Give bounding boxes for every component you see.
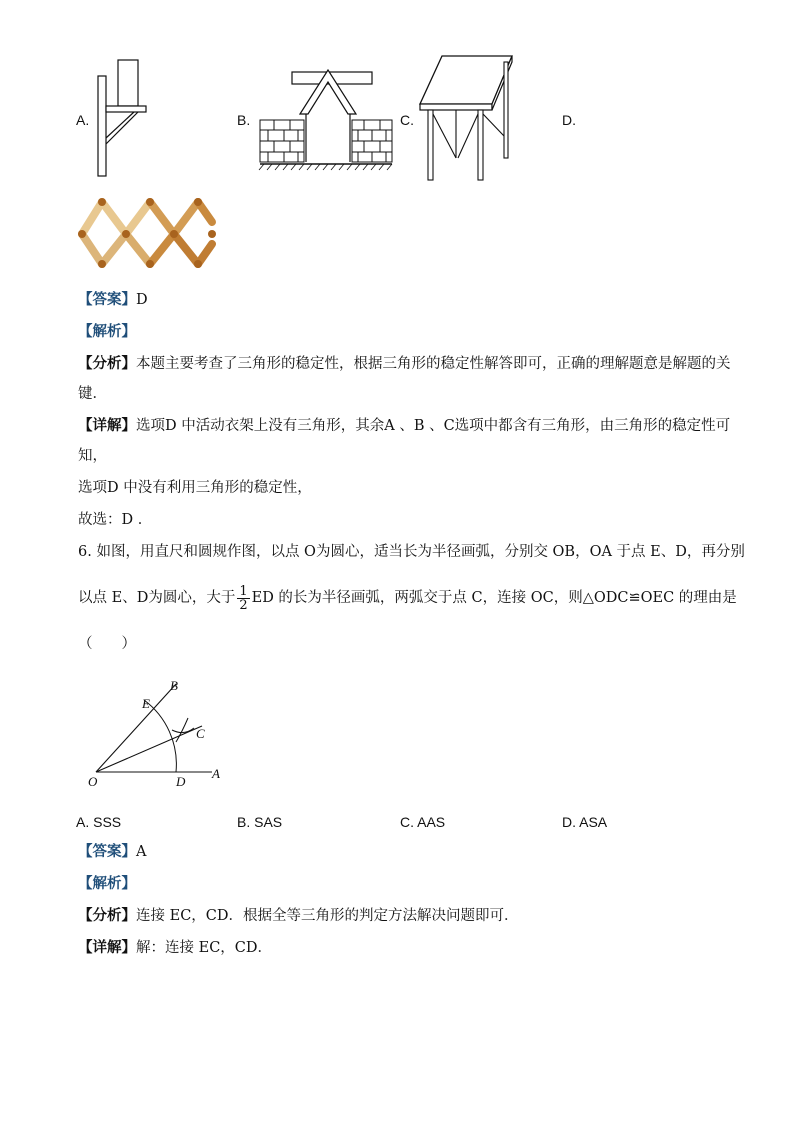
fraction-numerator: 1 <box>239 583 248 599</box>
xiangjie-tag: 【详解】 <box>78 417 136 434</box>
xiangjie-text: 选项D 中活动衣架上没有三角形，其余A 、B 、C选项中都含有三角形，由三角形的稳定性可 <box>136 418 731 434</box>
q5-xiangjie-line-2: 知， <box>78 448 107 464</box>
option-d-label: D. <box>562 112 576 128</box>
fenxi-tag: 【分析】 <box>78 355 136 372</box>
q6-stem-2b: ED 的长为半径画弧，两弧交于点 C，连接 OC，则△ODC≌OEC 的理由是 <box>251 590 737 606</box>
label-a: A <box>212 766 220 781</box>
q5-answer-line <box>78 290 148 310</box>
q6-option-b: B. SAS <box>237 814 283 830</box>
label-e: E <box>142 696 150 711</box>
wall-shelf-figure <box>92 58 152 180</box>
ray-ob <box>96 684 176 772</box>
compass-construction-figure <box>84 674 234 796</box>
q6-xiangjie-text: 解：连接 EC，CD． <box>136 940 273 956</box>
q6-analysis-tag: 【解析】 <box>78 875 136 892</box>
analysis-tag: 【解析】 <box>78 323 136 340</box>
option-a-label: A. <box>76 112 90 128</box>
q6-fenxi-tag: 【分析】 <box>78 907 136 924</box>
q5-fenxi-line <box>78 354 731 374</box>
q6-option-a: A. SSS <box>76 814 122 830</box>
option-c-label: C. <box>400 112 414 128</box>
label-d: D <box>176 774 186 789</box>
q6-option-c: C. AAS <box>400 814 446 830</box>
q6-fenxi-text: 连接 EC，CD．根据全等三角形的判定方法解决问题即可． <box>136 908 519 924</box>
ray-oc <box>96 726 202 772</box>
q5-conclusion: 故选：D ． <box>78 512 153 528</box>
q6-answer-line <box>78 842 146 862</box>
fenxi-text: 本题主要考查了三角形的稳定性，根据三角形的稳定性解答即可，正确的理解题意是解题的关 <box>136 356 731 372</box>
q6-answer-tag: 【答案】 <box>78 843 136 860</box>
q6-answer-blank: （ ） <box>78 636 136 652</box>
brick-roof-figure <box>256 64 396 174</box>
label-b: B <box>170 678 178 693</box>
answer-tag: 【答案】 <box>78 291 136 308</box>
label-o: O <box>88 774 98 789</box>
label-c: C <box>196 726 205 741</box>
table-figure <box>416 52 516 184</box>
q5-xiangjie-line-3: 选项D 中没有利用三角形的稳定性， <box>78 480 312 496</box>
q6-stem-line-1: 6. 如图，用直尺和圆规作图，以点 O为圆心，适当长为半径画弧，分别交 OB，OA 于点 E、D，再分别 <box>78 544 745 560</box>
q6-fenxi-line <box>78 906 519 926</box>
q6-answer-value: A <box>136 844 147 860</box>
fraction-denominator: 2 <box>239 597 248 613</box>
arc-from-d <box>176 718 188 742</box>
folding-rack-figure <box>74 192 220 272</box>
q6-xiangjie-line <box>78 938 272 958</box>
q5-fenxi-line-2: 键． <box>78 386 107 402</box>
q6-stem-line-2 <box>78 580 737 616</box>
q5-xiangjie-line <box>78 416 730 436</box>
q6-stem-2a: 以点 E、D为圆心，大于 <box>78 590 236 606</box>
one-half-fraction <box>237 585 249 612</box>
q6-xiangjie-tag: 【详解】 <box>78 939 136 956</box>
answer-value: D <box>136 292 148 308</box>
option-b-label: B. <box>237 112 251 128</box>
q6-option-d: D. ASA <box>562 814 608 830</box>
